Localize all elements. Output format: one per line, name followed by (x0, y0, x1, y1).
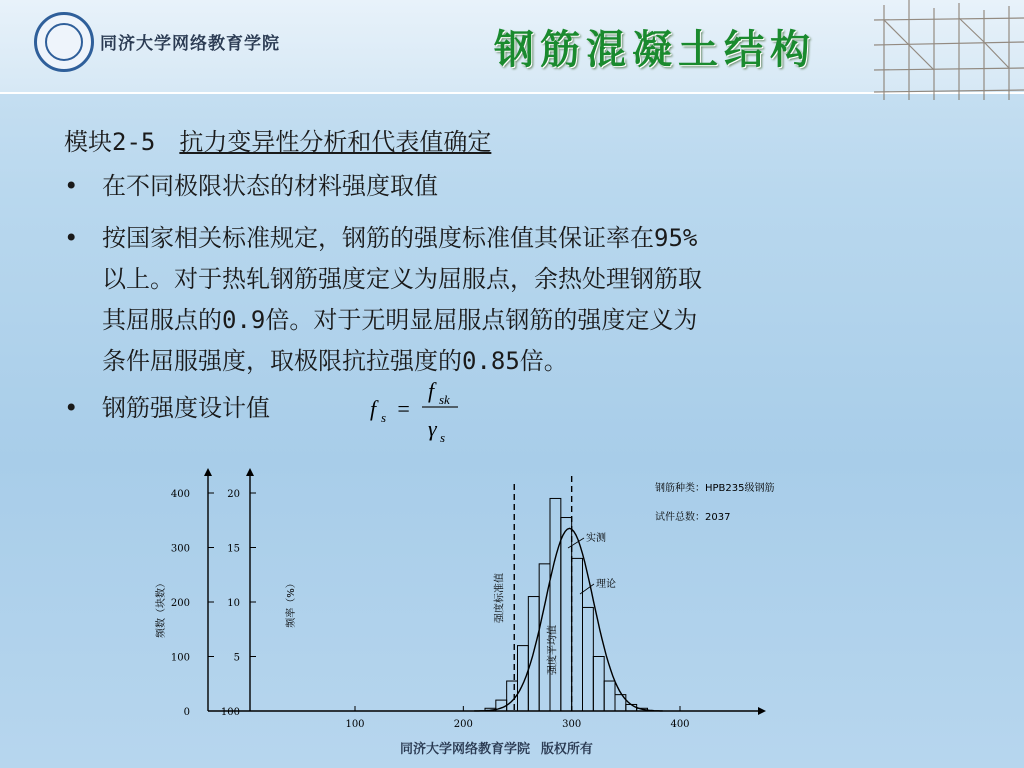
right-y-tick-label: 15 (227, 543, 240, 555)
bullet-dot-icon: • (64, 172, 79, 200)
x-tick-label: 400 (670, 719, 690, 730)
formula-equals: = (396, 396, 411, 421)
bullet-text: 钢筋强度设计值 (102, 394, 270, 422)
histogram-bar (593, 657, 604, 712)
histogram-bar (550, 498, 561, 711)
right-y-axis-label: 频率（%） (286, 578, 297, 628)
formula-numerator: f (428, 378, 435, 403)
right-y-tick-label: 100 (220, 707, 240, 718)
theoretical-label: 理论 (596, 579, 616, 590)
left-y-axis-label: 频数（块数） (156, 578, 167, 638)
bullet-text: 按国家相关标准规定，钢筋的强度标准值其保证率在95% 以上。对于热轧钢筋强度定义为屈服点，余热处理钢筋取 其屈服点的0.9倍。对于无明显屈服点钢筋的强度定义为 条件屈服强度，取极限抗拉强度的0.85倍。 (102, 224, 702, 375)
formula-denominator: γ (428, 416, 437, 441)
steel-type-label: 钢筋种类：HPB235级钢筋 (655, 483, 775, 494)
bullet-text: 在不同极限状态的材料强度取值 (102, 172, 438, 200)
design-strength-formula (366, 372, 476, 452)
strength-distribution-chart (150, 468, 810, 736)
module-heading (64, 122, 491, 157)
footer-copyright: 同济大学网络教育学院 版权所有 (400, 741, 593, 756)
formula-lhs: f (370, 396, 377, 421)
bullet-dot-icon: • (64, 224, 79, 252)
histogram-bar (572, 558, 583, 711)
right-y-tick-label: 10 (227, 598, 240, 609)
right-y-axis-arrow-icon (246, 468, 254, 476)
left-y-tick-label: 400 (170, 489, 190, 500)
course-title: 钢筋混凝土结构 (494, 27, 816, 73)
measured-label: 实测 (586, 533, 606, 544)
module-title: 抗力变异性分析和代表值确定 (179, 128, 492, 156)
standard-value-label: 强度标准值 (494, 573, 506, 623)
x-tick-label: 200 (453, 719, 473, 730)
formula-numerator-sub: sk (439, 392, 450, 407)
histogram-bar (583, 607, 594, 711)
mean-value-label: 强度平均值 (547, 625, 559, 675)
measured-leader (568, 538, 584, 548)
school-name: 同济大学网络教育学院 (100, 34, 280, 53)
bullet-dot-icon: • (64, 394, 79, 422)
left-y-tick-label: 0 (183, 707, 190, 718)
x-tick-label: 300 (562, 719, 582, 730)
histogram-bar (626, 704, 637, 711)
right-y-tick-label: 20 (227, 489, 240, 500)
left-y-tick-label: 200 (170, 598, 190, 609)
right-y-tick-label: 5 (233, 652, 240, 664)
left-y-axis-arrow-icon (204, 468, 212, 476)
x-tick-label: 100 (345, 719, 365, 730)
left-y-tick-label: 100 (170, 652, 190, 664)
histogram-bar (518, 646, 529, 711)
sample-count-label: 试件总数：2037 (655, 512, 731, 523)
module-number: 模块2-5 (64, 128, 156, 156)
x-axis-arrow-icon (758, 707, 766, 715)
left-y-tick-label: 300 (170, 543, 190, 555)
formula-lhs-sub: s (381, 410, 387, 425)
histogram-bar (604, 681, 615, 711)
formula-denominator-sub: s (440, 430, 446, 445)
